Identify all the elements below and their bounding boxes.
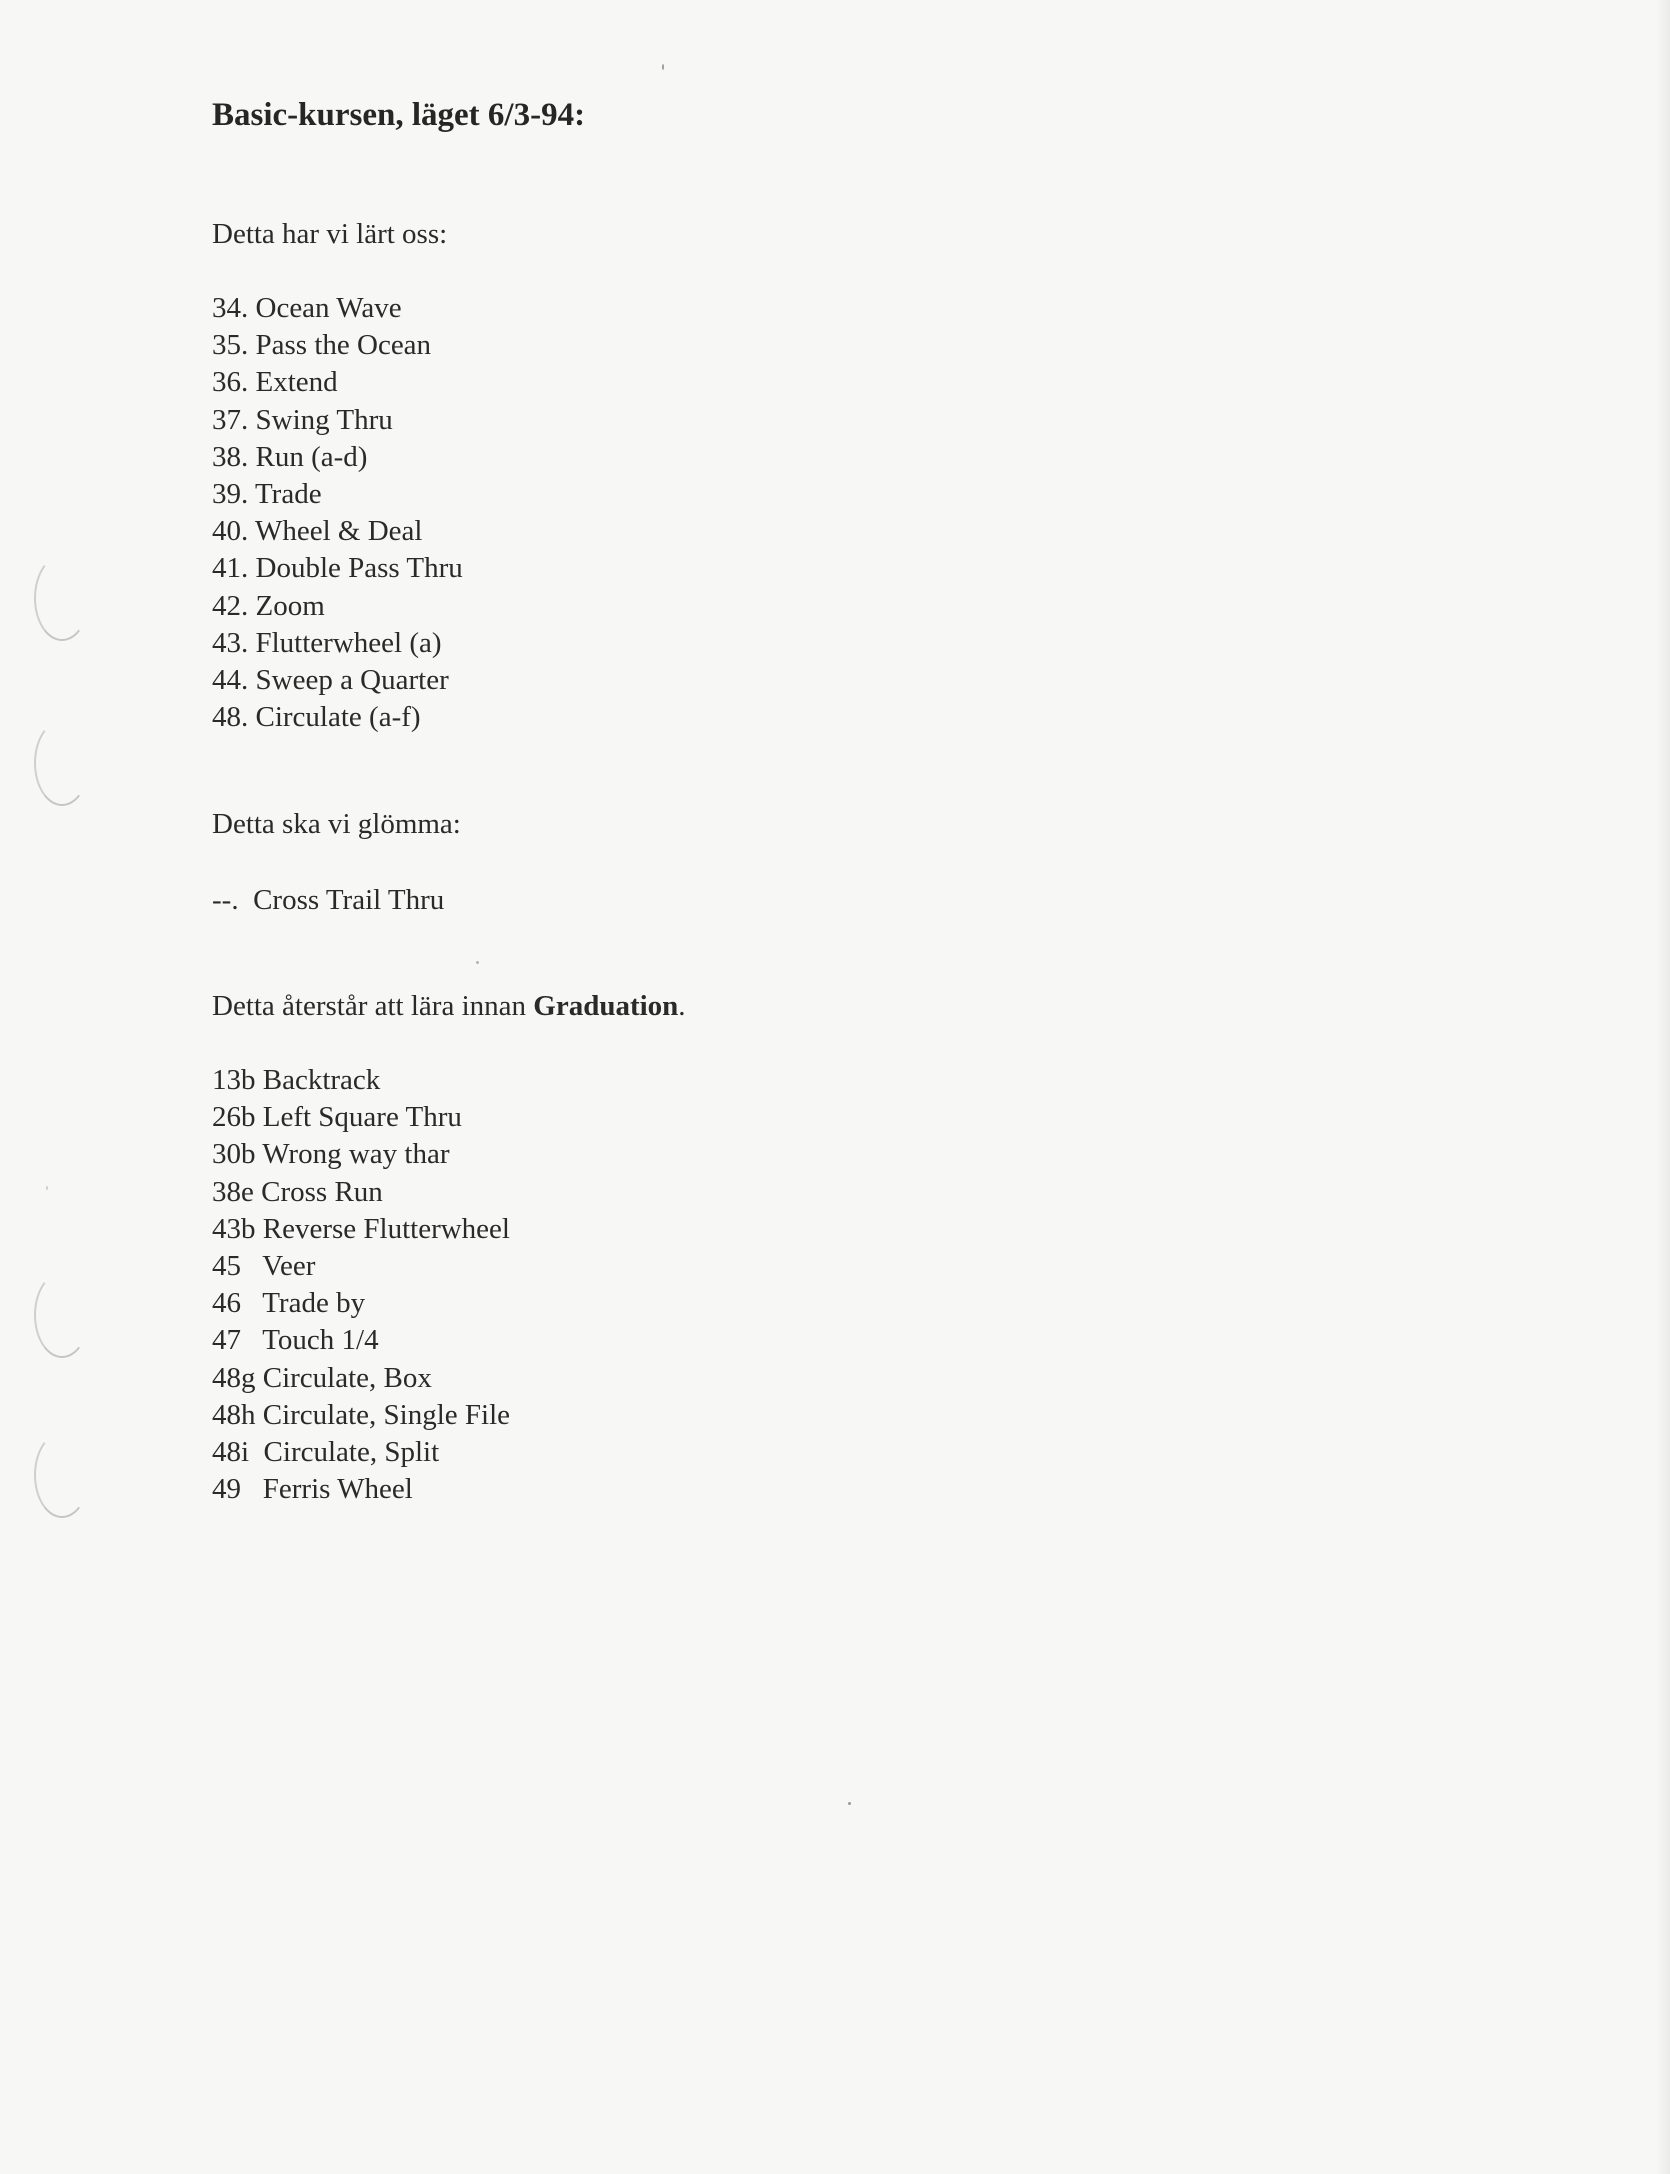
document-title: Basic-kursen, läget 6/3-94: (212, 97, 586, 133)
list-item: 48. Circulate (a-f) (212, 701, 421, 734)
list-item: 30b Wrong way thar (212, 1138, 450, 1171)
list-item: 41. Double Pass Thru (212, 552, 463, 585)
scan-speck (46, 1186, 48, 1190)
list-item: 43. Flutterwheel (a) (212, 626, 442, 659)
remaining-heading (212, 990, 686, 1023)
punch-hole-mark (34, 555, 90, 641)
list-item: 48h Circulate, Single File (212, 1398, 511, 1431)
list-item: 13b Backtrack (212, 1064, 381, 1096)
list-item: 45 Veer (212, 1249, 316, 1282)
list-item: 39. Trade (212, 477, 322, 510)
scan-speck (848, 1802, 851, 1805)
list-item: 48i Circulate, Split (212, 1435, 440, 1468)
list-item: 34. Ocean Wave (212, 292, 402, 324)
list-item: 44. Sweep a Quarter (212, 663, 449, 696)
forget-heading: Detta ska vi glömma: (212, 808, 461, 840)
scan-speck (476, 961, 479, 964)
list-item: 42. Zoom (212, 589, 325, 622)
list-item: 47 Touch 1/4 (212, 1324, 379, 1357)
punch-hole-mark (34, 720, 90, 806)
learned-list (212, 290, 463, 736)
list-item: --. Cross Trail Thru (212, 884, 445, 916)
list-item: 46 Trade by (212, 1287, 366, 1320)
learned-heading: Detta har vi lärt oss: (212, 218, 448, 250)
page-edge-shadow (1656, 0, 1670, 2174)
list-item: 40. Wheel & Deal (212, 515, 423, 548)
list-item: 49 Ferris Wheel (212, 1473, 413, 1506)
list-item: 26b Left Square Thru (212, 1101, 462, 1134)
list-item: 35. Pass the Ocean (212, 329, 432, 362)
list-item: 48g Circulate, Box (212, 1361, 432, 1394)
remaining-list (212, 1062, 510, 1508)
list-item: 36. Extend (212, 366, 338, 399)
list-item: 38e Cross Run (212, 1175, 383, 1208)
list-item: 43b Reverse Flutterwheel (212, 1212, 510, 1245)
scan-speck (662, 64, 664, 70)
list-item: 37. Swing Thru (212, 403, 393, 436)
list-item: 38. Run (a-d) (212, 440, 368, 473)
punch-hole-mark (34, 1432, 90, 1518)
remaining-heading-period: . (678, 990, 686, 1022)
remaining-heading-text: Detta återstår att lära innan (212, 990, 534, 1022)
punch-hole-mark (34, 1272, 90, 1358)
forget-list (212, 882, 444, 919)
graduation-word: Graduation (533, 990, 679, 1022)
